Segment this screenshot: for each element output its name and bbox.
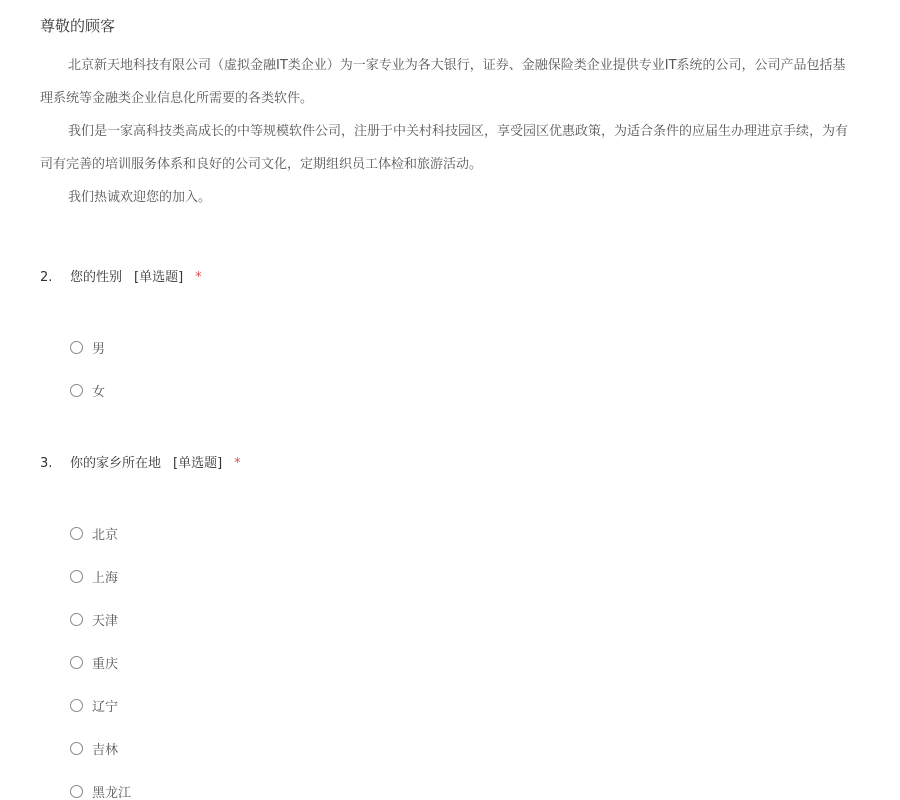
question-text: 您的性别 (70, 270, 123, 285)
option-label: 上海 (92, 570, 119, 586)
option-label: 天津 (92, 613, 119, 629)
question-type-label: [单选题] (134, 270, 184, 285)
question-text: 你的家乡所在地 (70, 456, 162, 471)
question-hometown-title (40, 455, 241, 473)
option-tianjin[interactable] (70, 610, 118, 628)
intro-paragraph-line: 理系统等金融类企业信息化所需要的各类软件。 (40, 91, 314, 106)
option-jilin[interactable] (70, 739, 118, 757)
required-marker: * (234, 456, 241, 471)
radio-button[interactable] (70, 384, 83, 397)
option-label: 吉林 (92, 742, 119, 758)
radio-button[interactable] (70, 785, 83, 798)
option-label: 女 (92, 384, 106, 400)
option-chongqing[interactable] (70, 653, 118, 671)
question-number: 3. (40, 456, 53, 471)
intro-paragraph-line: 北京新天地科技有限公司（虚拟金融IT类企业）为一家专业为各大银行，证券、金融保险类企业提供专业IT系统的公司，公司产品包括基 (68, 58, 846, 73)
intro-paragraph-line: 我们是一家高科技类高成长的中等规模软件公司，注册于中关村科技园区，享受园区优惠政策，为适合条件的应届生办理进京手续，为有 (68, 124, 849, 139)
option-label: 男 (92, 341, 106, 357)
question-type-label: [单选题] (173, 456, 223, 471)
option-female[interactable] (70, 381, 105, 399)
option-label: 辽宁 (92, 699, 119, 715)
option-male[interactable] (70, 338, 105, 356)
intro-title: 尊敬的顾客 (40, 17, 116, 35)
radio-button[interactable] (70, 570, 83, 583)
intro-paragraph-line: 我们热诚欢迎您的加入。 (68, 190, 212, 205)
option-heilongjiang[interactable] (70, 782, 131, 800)
radio-button[interactable] (70, 742, 83, 755)
radio-button[interactable] (70, 613, 83, 626)
radio-button[interactable] (70, 699, 83, 712)
option-label: 重庆 (92, 656, 119, 672)
radio-button[interactable] (70, 656, 83, 669)
option-beijing[interactable] (70, 524, 118, 542)
question-number: 2. (40, 270, 53, 285)
required-marker: * (195, 270, 202, 285)
radio-button[interactable] (70, 527, 83, 540)
option-liaoning[interactable] (70, 696, 118, 714)
option-shanghai[interactable] (70, 567, 118, 585)
question-gender-title (40, 269, 202, 287)
intro-paragraph-line: 司有完善的培训服务体系和良好的公司文化，定期组织员工体检和旅游活动。 (40, 157, 483, 172)
option-label: 北京 (92, 527, 119, 543)
radio-button[interactable] (70, 341, 83, 354)
option-label: 黑龙江 (92, 785, 132, 800)
